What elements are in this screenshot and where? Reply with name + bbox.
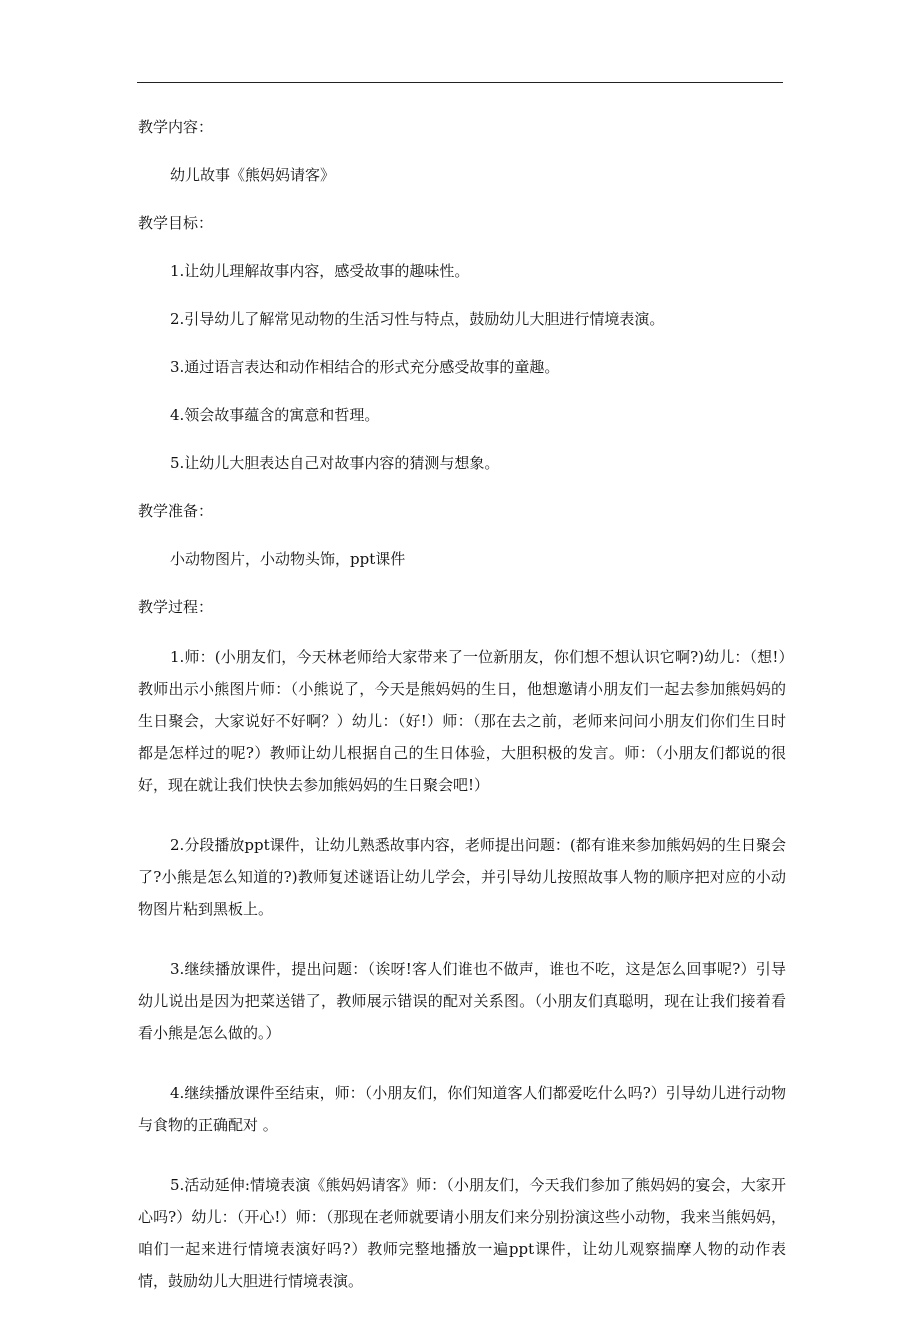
process-step: 2.分段播放ppt课件，让幼儿熟悉故事内容，老师提出问题：(都有谁来参加熊妈妈的生日聚会了?小熊是怎么知道的?)教师复述谜语让幼儿学会，并引导幼儿按照故事人物的顺序把对应的小动物图片粘到黑板上。 (138, 836, 786, 918)
section-heading: 教学准备： (138, 502, 214, 520)
section-heading: 教学内容： (138, 118, 214, 136)
process-step: 4.继续播放课件至结束，师：（小朋友们，你们知道客人们都爱吃什么吗?）引导幼儿进行动物与食物的正确配对 。 (138, 1084, 786, 1134)
header-rule (137, 82, 783, 83)
section-heading: 教学目标： (138, 214, 214, 232)
goal-item: 3.通过语言表达和动作相结合的形式充分感受故事的童趣。 (170, 358, 560, 376)
process-step: 5.活动延伸:情境表演《熊妈妈请客》师：（小朋友们，今天我们参加了熊妈妈的宴会，大家开心吗?）幼儿：（开心!）师：（那现在老师就要请小朋友们来分别扮演这些小动物，我来当熊妈妈，咱们一起来进行情境表演好吗?）教师完整地播放一遍ppt课件，让幼儿观察揣摩人物的动作表情，鼓励幼儿大胆进行情境表演。 (138, 1176, 786, 1290)
section-heading: 教学过程： (138, 598, 214, 616)
goal-item: 5.让幼儿大胆表达自己对故事内容的猜测与想象。 (170, 454, 500, 472)
goal-item: 1.让幼儿理解故事内容，感受故事的趣味性。 (170, 262, 470, 280)
section-goals (138, 199, 786, 487)
section-process (138, 583, 786, 1297)
section-preparation (138, 487, 786, 583)
document-body (138, 103, 786, 1325)
process-steps (138, 641, 786, 1297)
section-content (138, 103, 786, 199)
preparation-item: 小动物图片，小动物头饰，ppt课件 (170, 550, 406, 568)
process-step: 1.师：(小朋友们，今天林老师给大家带来了一位新朋友，你们想不想认识它啊?)幼儿：（想!）教师出示小熊图片师：（小熊说了，今天是熊妈妈的生日，他想邀请小朋友们一起去参加熊妈妈的生日聚会，大家说好不好啊？）幼儿：（好!）师：（那在去之前，老师来问问小朋友们你们生日时都是怎样过的呢?）教师让幼儿根据自己的生日体验，大胆积极的发言。师：（小朋友们都说的很好，现在就让我们快快去参加熊妈妈的生日聚会吧!） (138, 648, 786, 794)
goal-item: 4.领会故事蕴含的寓意和哲理。 (170, 406, 380, 424)
goal-item: 2.引导幼儿了解常见动物的生活习性与特点，鼓励幼儿大胆进行情境表演。 (170, 310, 665, 328)
process-step: 3.继续播放课件，提出问题：（诶呀!客人们谁也不做声，谁也不吃，这是怎么回事呢?）引导幼儿说出是因为把菜送错了，教师展示错误的配对关系图。（小朋友们真聪明，现在让我们接着看看小熊是怎么做的。） (138, 960, 786, 1042)
story-title: 幼儿故事《熊妈妈请客》 (170, 166, 336, 184)
